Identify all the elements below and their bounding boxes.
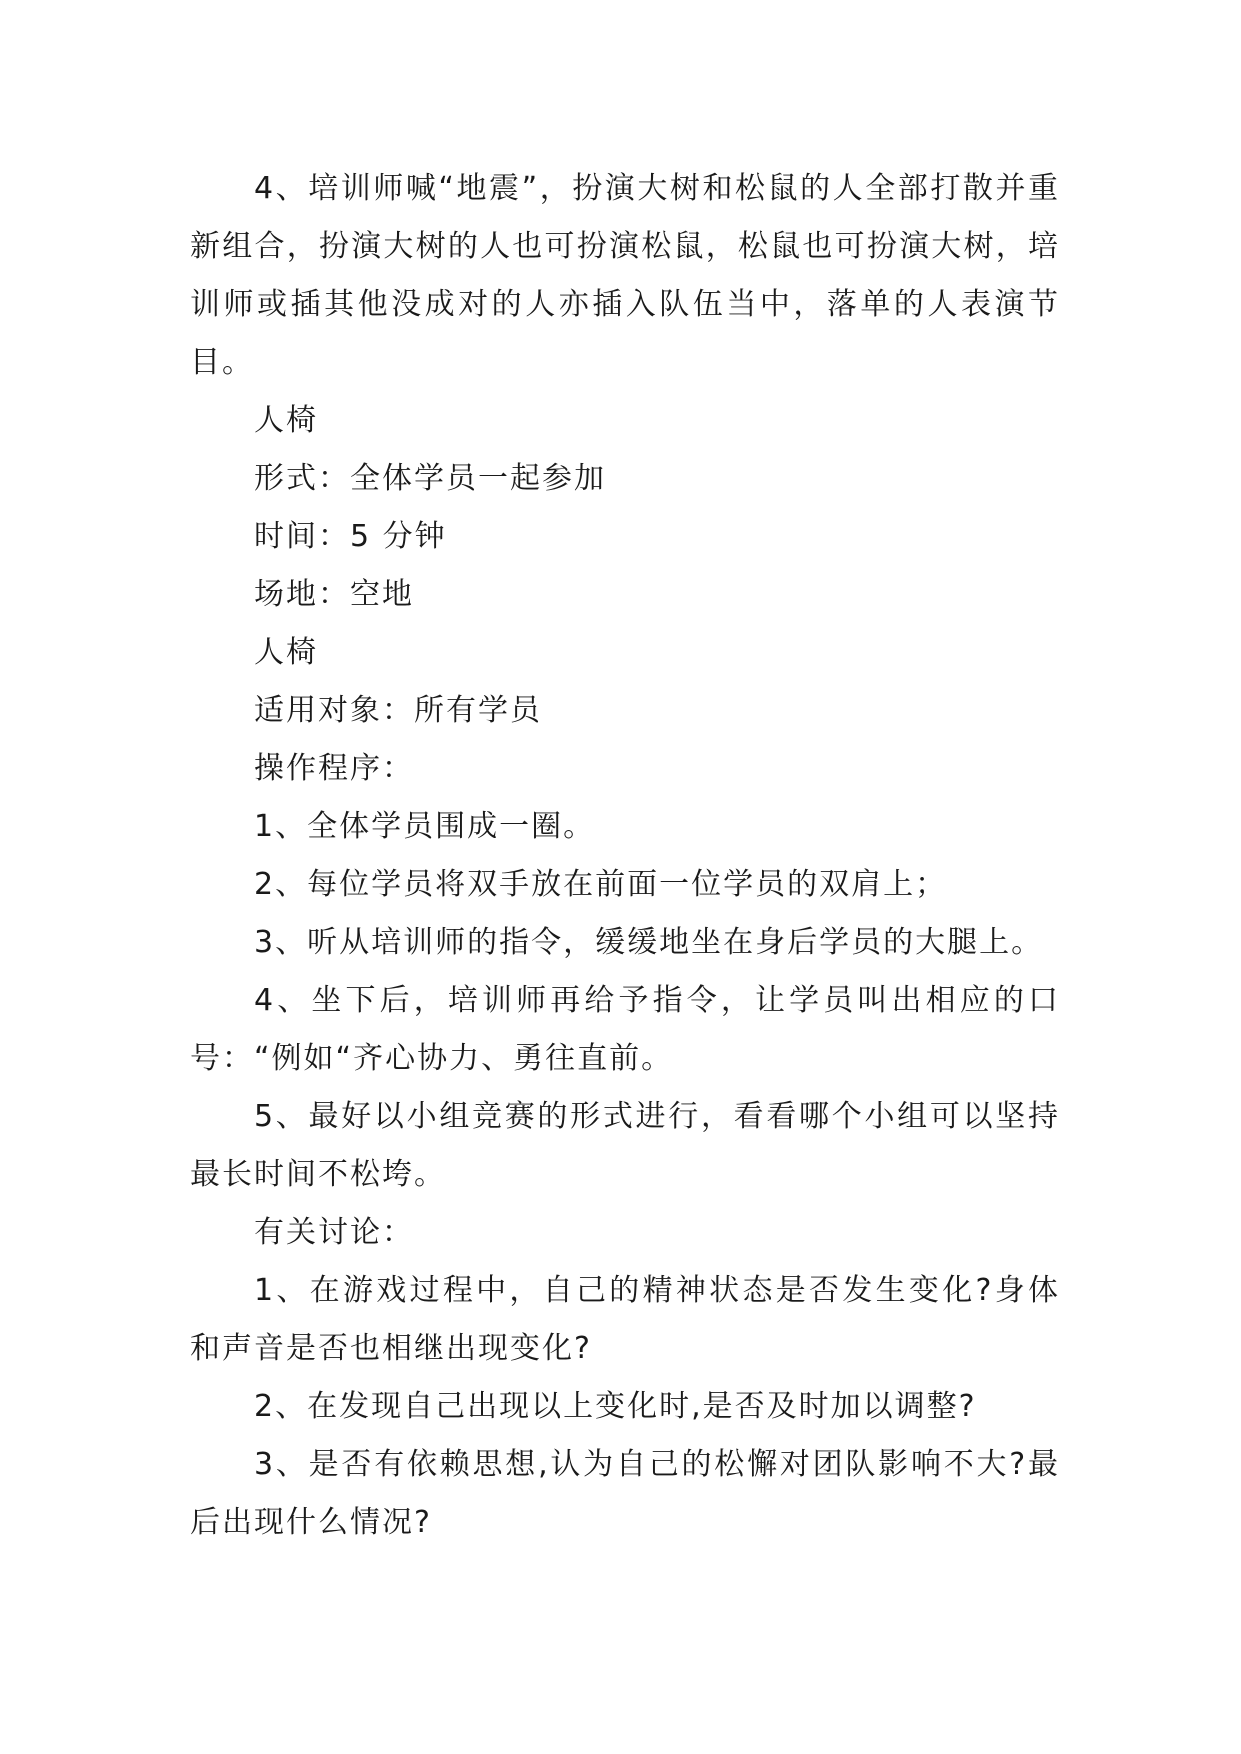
procedure-step-5: 5、最好以小组竞赛的形式进行，看看哪个小组可以坚持最长时间不松垮。 <box>190 1099 1060 1192</box>
section-title-human-chair: 人椅 <box>254 403 318 438</box>
procedure-step-4: 4、坐下后，培训师再给予指令，让学员叫出相应的口号：“例如“齐心协力、勇往直前。 <box>190 983 1060 1076</box>
paragraph-discussion-heading: 有关讨论： <box>254 1215 414 1250</box>
paragraph-format: 形式：全体学员一起参加 <box>254 461 606 496</box>
procedure-step-2: 2、每位学员将双手放在前面一位学员的双肩上； <box>254 867 948 902</box>
paragraph-earthquake-rule: 4、培训师喊“地震”，扮演大树和松鼠的人全部打散并重新组合，扮演大树的人也可扮演松鼠，松鼠也可扮演大树，培训师或插其他没成对的人亦插入队伍当中，落单的人表演节目。 <box>190 171 1060 380</box>
discussion-item-2: 2、在发现自己出现以上变化时,是否及时加以调整? <box>254 1389 977 1424</box>
procedure-step-1: 1、全体学员围成一圈。 <box>254 809 596 844</box>
discussion-item-1: 1、在游戏过程中，自己的精神状态是否发生变化?身体和声音是否也相继出现变化? <box>190 1273 1060 1366</box>
discussion-item-3: 3、是否有依赖思想,认为自己的松懈对团队影响不大?最后出现什么情况? <box>190 1447 1060 1540</box>
paragraph-time: 时间：5 分钟 <box>254 519 447 554</box>
procedure-step-3: 3、听从培训师的指令，缓缓地坐在身后学员的大腿上。 <box>254 925 1044 960</box>
paragraph-procedure-heading: 操作程序： <box>254 751 414 786</box>
paragraph-audience: 适用对象：所有学员 <box>254 693 542 728</box>
paragraph-human-chair: 人椅 <box>254 635 318 670</box>
document-body <box>190 160 1060 1552</box>
paragraph-venue: 场地：空地 <box>254 577 414 612</box>
